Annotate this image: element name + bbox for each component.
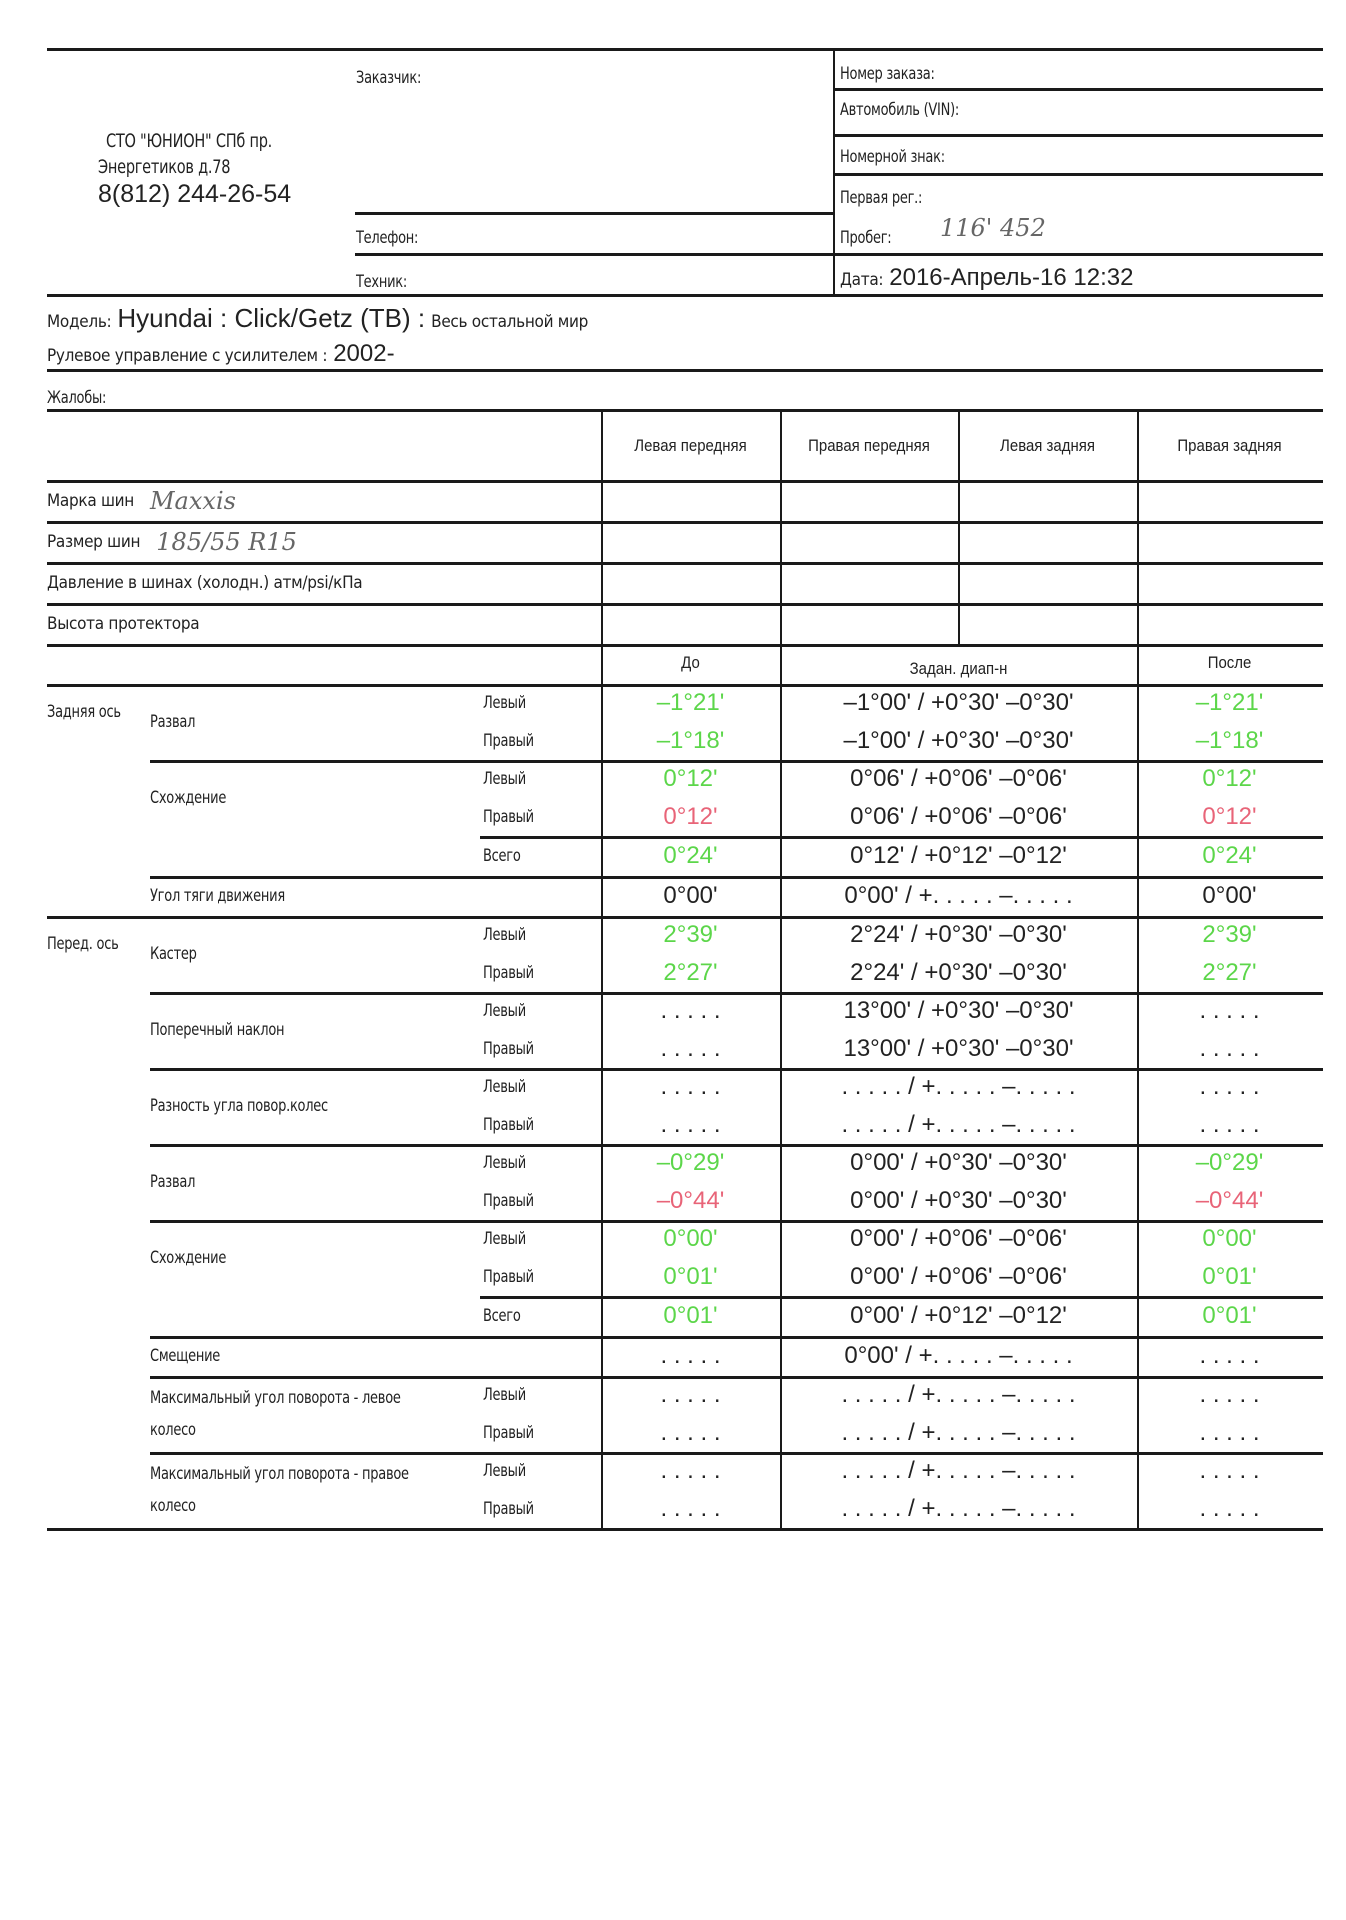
range-value: 0°06' / +0°06' –0°06' [850, 803, 1067, 830]
range-value: 0°00' / +0°30' –0°30' [850, 1187, 1067, 1214]
side-label: Левый [483, 1385, 526, 1405]
divider [355, 212, 835, 215]
before-value: . . . . . [660, 1457, 721, 1484]
vin-label: Автомобиль (VIN): [840, 100, 960, 120]
shop-info [98, 130, 358, 209]
range-value: 0°00' / +. . . . . –. . . . . [844, 1342, 1073, 1369]
side-label: Левый [483, 1229, 526, 1249]
measurement-name: Поперечный наклон [150, 1020, 285, 1040]
tire-row-name: Давление в шинах (холодн.) атм/psi/кПа [47, 572, 363, 593]
tire-row-name: Высота протектора [47, 613, 200, 634]
divider [835, 88, 1323, 91]
range-value: 0°00' / +0°12' –0°12' [850, 1302, 1067, 1329]
wheel-column-header: Правая передняя [808, 435, 930, 455]
after-value: 2°39' [1202, 921, 1257, 948]
after-value: –0°29' [1195, 1149, 1264, 1176]
range-value: 13°00' / +0°30' –0°30' [843, 1035, 1074, 1062]
side-label: Левый [483, 1077, 526, 1097]
side-label: Правый [483, 1191, 534, 1211]
side-label: Правый [483, 807, 534, 827]
after-value: 0°00' [1202, 1225, 1257, 1252]
range-value: 2°24' / +0°30' –0°30' [850, 921, 1067, 948]
plate-label: Номерной знак: [840, 147, 945, 167]
measurement-name: Максимальный угол поворота - левое колесо [150, 1388, 401, 1440]
steering-value: 2002- [333, 340, 395, 367]
side-label: Левый [483, 1001, 526, 1021]
after-value: 0°12' [1202, 803, 1257, 830]
range-value: . . . . . / +. . . . . –. . . . . [841, 1073, 1076, 1100]
shop-name: СТО "ЮНИОН" СПб пр. [106, 130, 273, 152]
divider [601, 411, 603, 644]
divider [47, 603, 1323, 606]
range-value: 0°00' / +0°06' –0°06' [850, 1225, 1067, 1252]
range-value: –1°00' / +0°30' –0°30' [843, 727, 1074, 754]
tire-row-label [47, 603, 199, 644]
after-value: 0°01' [1202, 1302, 1257, 1329]
wheel-column-header: Правая задняя [1177, 435, 1282, 455]
before-value: 0°01' [663, 1302, 718, 1329]
tire-row-name: Марка шин [47, 490, 134, 511]
divider [47, 1528, 1323, 1531]
shop-phone: 8(812) 244-26-54 [98, 180, 292, 208]
before-value: –1°18' [656, 727, 725, 754]
side-label: Левый [483, 769, 526, 789]
after-value: . . . . . [1199, 1495, 1260, 1522]
customer-label: Заказчик: [356, 68, 422, 88]
wheel-column-header: Левая задняя [1000, 435, 1095, 455]
measurement-name: Кастер [150, 944, 197, 964]
measurement-name: Угол тяги движения [150, 886, 285, 906]
side-label: Правый [483, 1267, 534, 1287]
range-value: . . . . . / +. . . . . –. . . . . [841, 1419, 1076, 1446]
wheel-column-header: Левая передняя [634, 435, 747, 455]
after-header: После [1207, 653, 1252, 672]
first-reg-label: Первая рег.: [840, 188, 923, 208]
range-value: . . . . . / +. . . . . –. . . . . [841, 1457, 1076, 1484]
after-value: . . . . . [1199, 1035, 1260, 1062]
after-value: –1°18' [1195, 727, 1264, 754]
range-value: –1°00' / +0°30' –0°30' [843, 689, 1074, 716]
side-label: Правый [483, 1039, 534, 1059]
measurement-name: Максимальный угол поворота - правое колесо [150, 1464, 409, 1516]
before-value: . . . . . [660, 1035, 721, 1062]
tire-row-label [47, 562, 362, 603]
model-value: Hyundai : Click/Getz (TB) : [117, 303, 426, 333]
range-value: 13°00' / +0°30' –0°30' [843, 997, 1074, 1024]
side-label: Правый [483, 1423, 534, 1443]
technician-label: Техник: [356, 272, 408, 292]
measurement-name: Схождение [150, 1248, 227, 1268]
divider [1137, 411, 1139, 644]
divider [780, 644, 782, 1528]
tire-handwritten-value: 185/55 R15 [156, 527, 297, 556]
date-value: 2016-Апрель-16 12:32 [889, 264, 1134, 291]
side-label: Правый [483, 963, 534, 983]
divider [47, 480, 1323, 483]
before-value: 2°27' [663, 959, 718, 986]
divider [1137, 644, 1139, 1528]
divider [833, 48, 835, 296]
steering-row [47, 340, 395, 368]
after-value: . . . . . [1199, 997, 1260, 1024]
before-value: . . . . . [660, 1342, 721, 1369]
measurement-name: Развал [150, 712, 196, 732]
after-value: . . . . . [1199, 1073, 1260, 1100]
measurement-name: Смещение [150, 1346, 221, 1366]
before-value: . . . . . [660, 997, 721, 1024]
before-value: 0°12' [663, 765, 718, 792]
range-value: 0°00' / +0°06' –0°06' [850, 1263, 1067, 1290]
steering-label: Рулевое управление с усилителем : [47, 346, 328, 366]
after-value: 0°24' [1202, 842, 1257, 869]
before-value: –0°44' [656, 1187, 725, 1214]
side-label: Всего [483, 1306, 521, 1326]
measurement-name: Развал [150, 1172, 196, 1192]
before-value: 0°00' [663, 1225, 718, 1252]
before-value: . . . . . [660, 1381, 721, 1408]
side-label: Левый [483, 693, 526, 713]
side-label: Левый [483, 1461, 526, 1481]
complaints-label: Жалобы: [47, 388, 107, 408]
range-value: 0°06' / +0°06' –0°06' [850, 765, 1067, 792]
divider [47, 294, 1323, 297]
divider [835, 253, 1323, 256]
divider [835, 173, 1323, 176]
range-value: . . . . . / +. . . . . –. . . . . [841, 1495, 1076, 1522]
divider [47, 48, 1323, 51]
shop-address: Энергетиков д.78 [98, 156, 231, 178]
after-value: 0°00' [1202, 882, 1257, 909]
axle-label: Перед. ось [47, 934, 119, 954]
range-value: 2°24' / +0°30' –0°30' [850, 959, 1067, 986]
mileage-value: 116' 452 [940, 214, 1046, 242]
before-value: 0°24' [663, 842, 718, 869]
divider [835, 134, 1323, 137]
after-value: –1°21' [1195, 689, 1264, 716]
range-value: . . . . . / +. . . . . –. . . . . [841, 1381, 1076, 1408]
after-value: . . . . . [1199, 1342, 1260, 1369]
model-row [47, 303, 588, 334]
before-value: . . . . . [660, 1495, 721, 1522]
side-label: Правый [483, 1115, 534, 1135]
after-value: –0°44' [1195, 1187, 1264, 1214]
tire-handwritten-value: Maxxis [149, 486, 236, 515]
model-label: Модель: [47, 312, 112, 332]
divider [958, 411, 960, 644]
mileage-label: Пробег: [840, 228, 892, 248]
after-value: 0°12' [1202, 765, 1257, 792]
after-value: 0°01' [1202, 1263, 1257, 1290]
measurement-name: Разность угла повор.колес [150, 1096, 328, 1116]
after-value: 2°27' [1202, 959, 1257, 986]
after-value: . . . . . [1199, 1419, 1260, 1446]
before-value: 0°01' [663, 1263, 718, 1290]
before-value: –0°29' [656, 1149, 725, 1176]
before-value: 0°00' [663, 882, 718, 909]
range-value: . . . . . / +. . . . . –. . . . . [841, 1111, 1076, 1138]
tire-row-label [47, 521, 297, 562]
tire-row-label [47, 480, 236, 521]
divider [601, 644, 603, 1528]
side-label: Всего [483, 846, 521, 866]
before-value: . . . . . [660, 1111, 721, 1138]
tire-row-name: Размер шин [47, 531, 141, 552]
side-label: Левый [483, 925, 526, 945]
before-value: 0°12' [663, 803, 718, 830]
before-header: До [681, 653, 700, 672]
after-value: . . . . . [1199, 1457, 1260, 1484]
date-row [840, 264, 1133, 292]
before-value: –1°21' [656, 689, 725, 716]
model-region: Весь остальной мир [431, 312, 589, 332]
after-value: . . . . . [1199, 1381, 1260, 1408]
range-header: Задан. диап-н [909, 659, 1008, 678]
side-label: Правый [483, 731, 534, 751]
divider [47, 369, 1323, 372]
side-label: Левый [483, 1153, 526, 1173]
range-value: 0°12' / +0°12' –0°12' [850, 842, 1067, 869]
measurement-name: Схождение [150, 788, 227, 808]
divider [355, 253, 835, 256]
range-value: 0°00' / +0°30' –0°30' [850, 1149, 1067, 1176]
telephone-label: Телефон: [356, 228, 419, 248]
before-value: 2°39' [663, 921, 718, 948]
after-value: . . . . . [1199, 1111, 1260, 1138]
side-label: Правый [483, 1499, 534, 1519]
before-value: . . . . . [660, 1073, 721, 1100]
before-value: . . . . . [660, 1419, 721, 1446]
range-value: 0°00' / +. . . . . –. . . . . [844, 882, 1073, 909]
order-number-label: Номер заказа: [840, 64, 935, 84]
divider [780, 411, 782, 644]
axle-label: Задняя ось [47, 702, 121, 722]
date-label: Дата: [840, 270, 884, 290]
